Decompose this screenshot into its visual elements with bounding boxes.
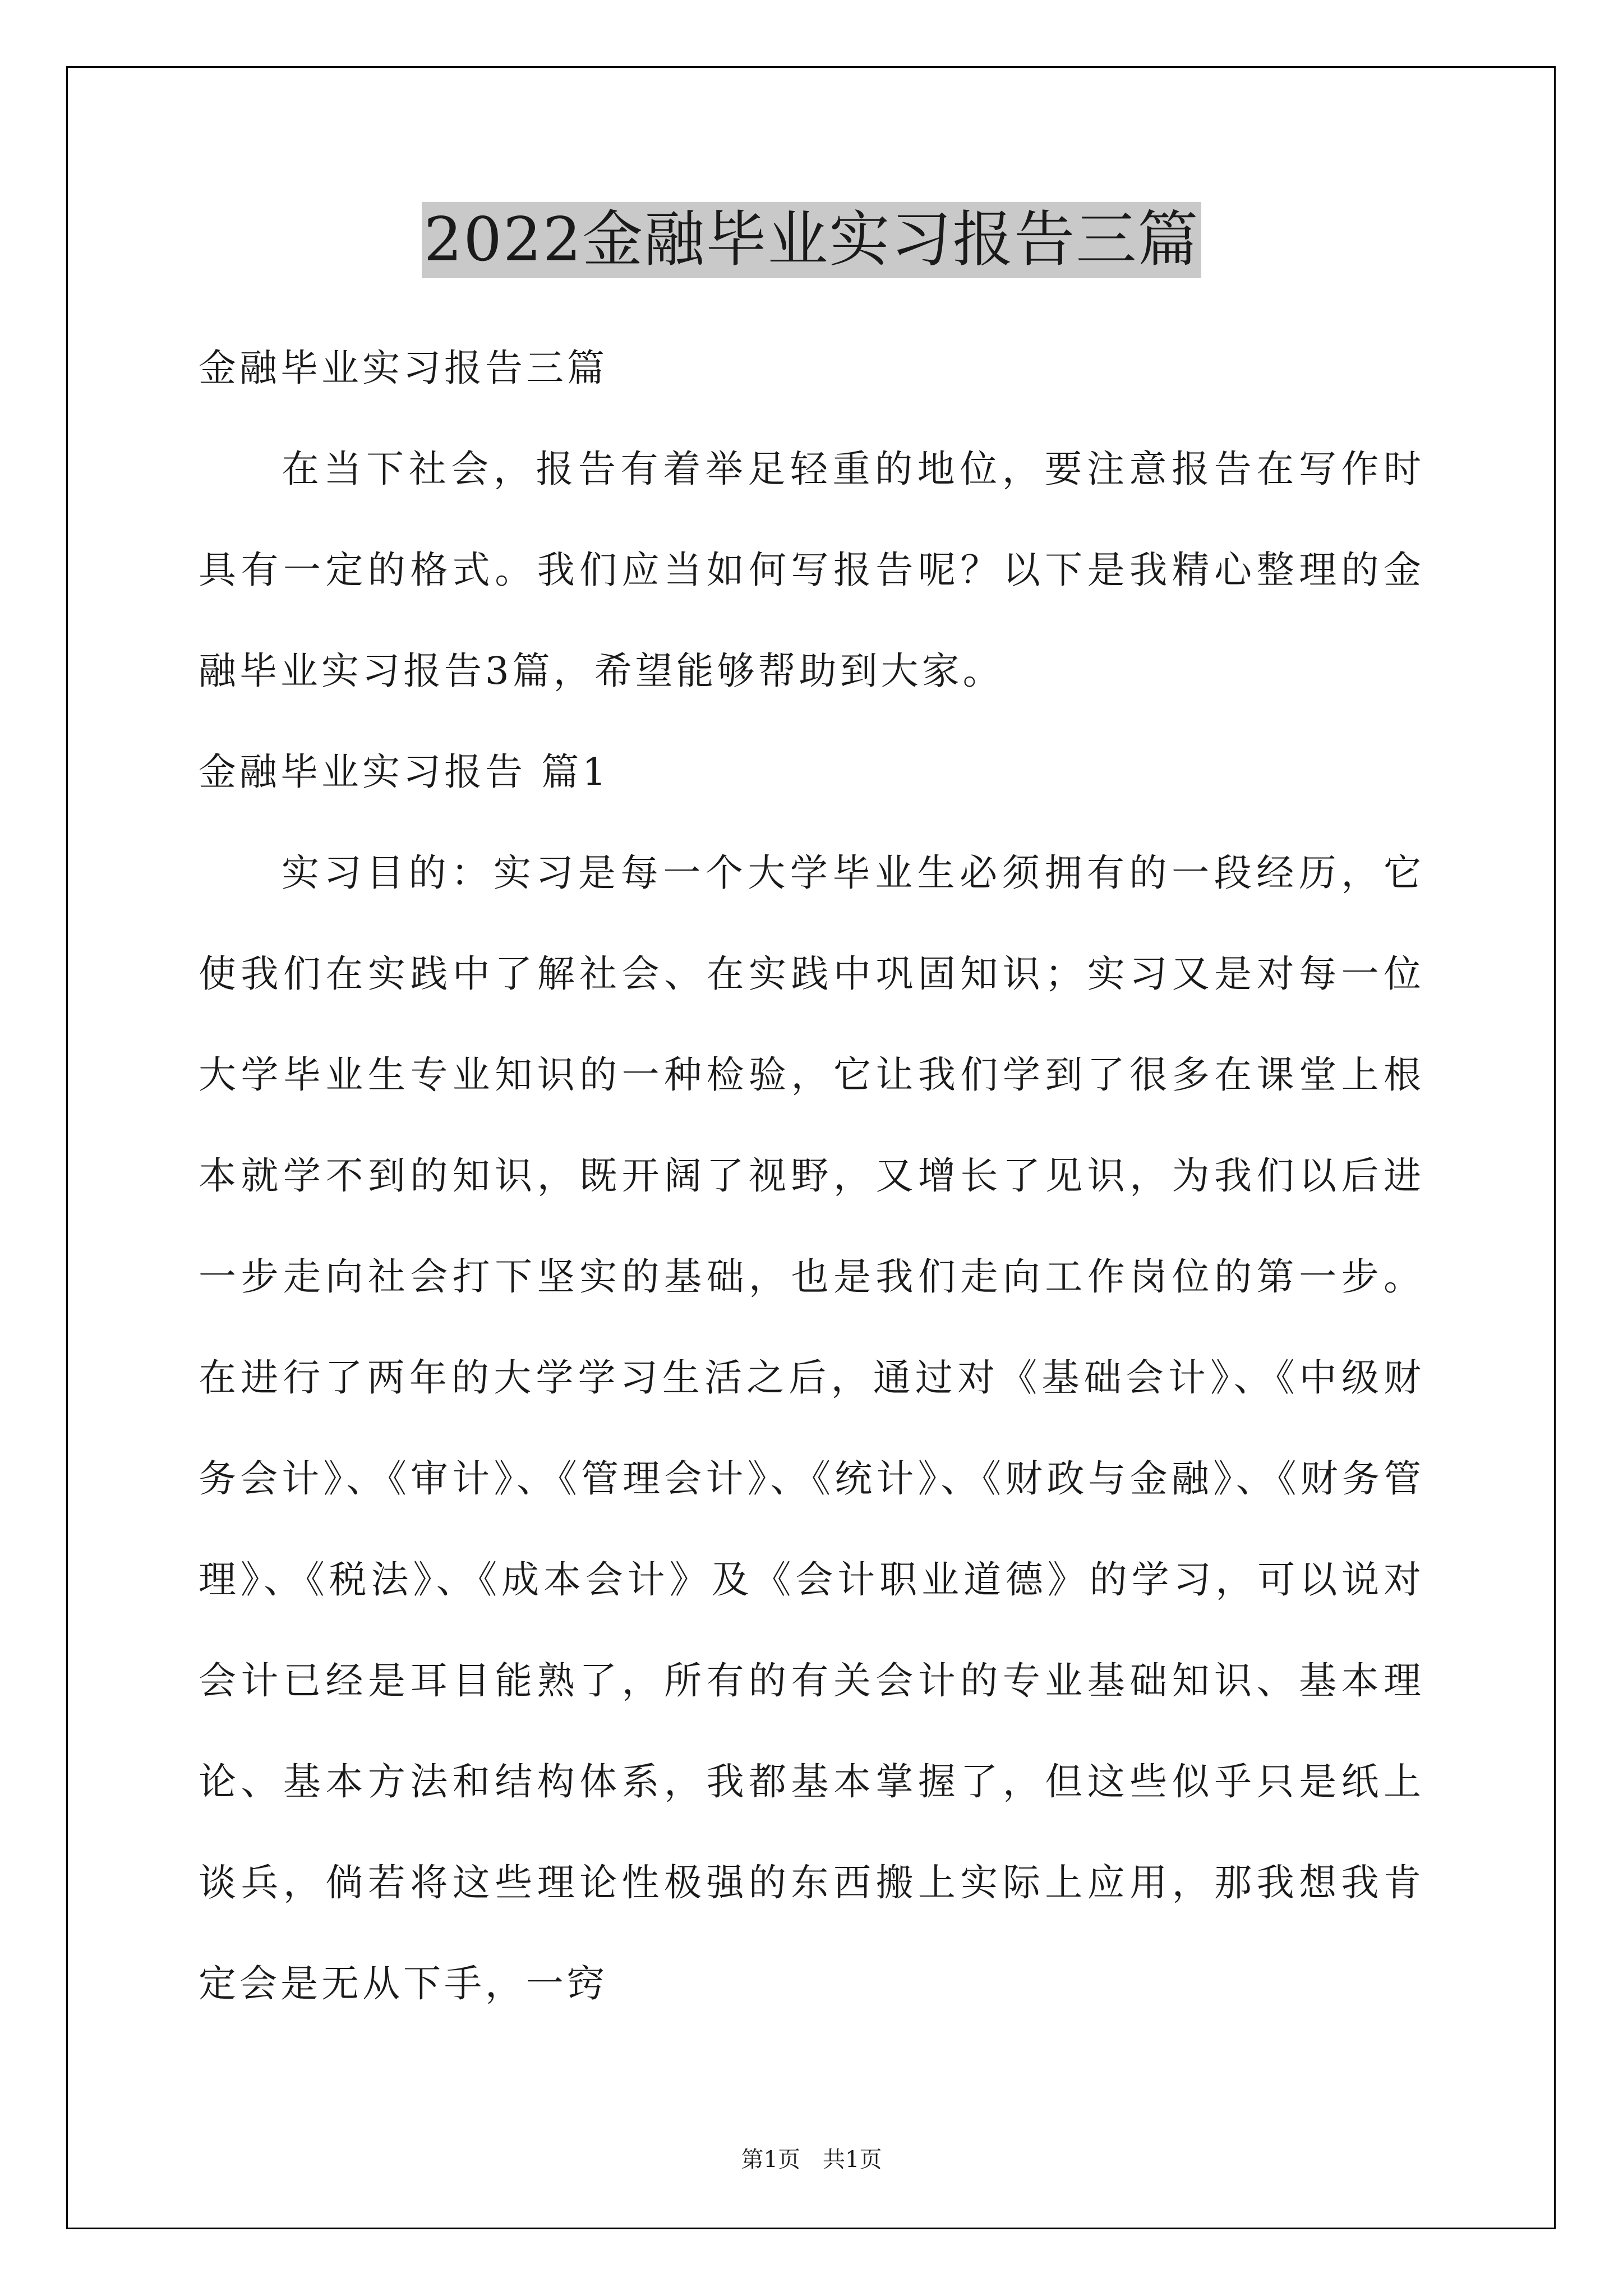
title-container [0,202,1623,278]
page-number: 第1页 [741,2147,800,2173]
page-footer [0,2146,1623,2174]
paragraph-main: 实习目的：实习是每一个大学毕业生必须拥有的一段经历，它使我们在实践中了解社会、在实践中巩固知识；实习又是对每一位大学毕业生专业知识的一种检验，它让我们学到了很多在课堂上根本就学不到的知识，既开阔了视野，又增长了见识，为我们以后进一步走向社会打下坚实的基础，也是我们走向工作岗位的第一步。在进行了两年的大学学习生活之后，通过对《基础会计》、《中级财务会计》、《审计》、《管理会计》、《统计》、《财政与金融》、《财务管理》、《税法》、《成本会计》及《会计职业道德》的学习，可以说对会计已经是耳目能熟了，所有的有关会计的专业基础知识、基本理论、基本方法和结构体系，我都基本掌握了，但这些似乎只是纸上谈兵，倘若将这些理论性极强的东西搬上实际上应用，那我想我肯定会是无从下手，一窍 [199,851,1424,2005]
page-total: 共1页 [823,2147,882,2173]
paragraph-subtitle: 金融毕业实习报告三篇 [199,346,608,390]
document-title: 2022金融毕业实习报告三篇 [422,202,1202,278]
section-heading: 金融毕业实习报告 篇1 [199,750,610,794]
document-body [199,318,1424,2034]
paragraph-intro: 在当下社会，报告有着举足轻重的地位，要注意报告在写作时具有一定的格式。我们应当如何写报告呢？以下是我精心整理的金融毕业实习报告3篇，希望能够帮助到大家。 [199,447,1424,693]
